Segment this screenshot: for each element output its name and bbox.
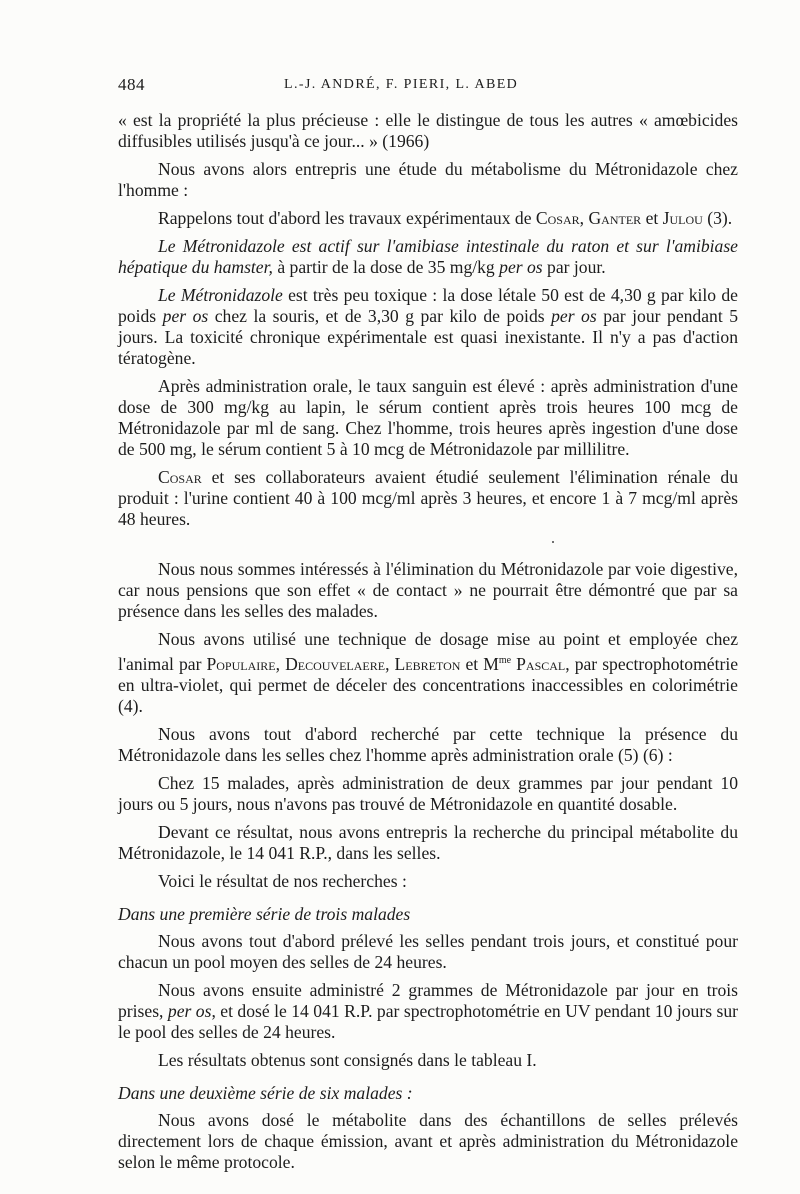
running-authors: L.-J. ANDRÉ, F. PIERI, L. ABED xyxy=(284,77,519,92)
author-name: Julou xyxy=(662,208,703,228)
paragraph: Voici le résultat de nos recherches : xyxy=(158,870,407,891)
author-name: Cosar xyxy=(158,467,202,487)
author-name: Cosar xyxy=(535,208,580,228)
section-heading: Dans une première série de trois malades xyxy=(118,903,411,924)
paragraph: Le Métronidazole est actif sur l'amibiase intestinale du raton et sur l'amibiase hépatique du hamster, à partir de la dose de 35 mg/kg per os par jour. xyxy=(118,236,738,277)
paragraph: Le Métronidazole est très peu toxique : la dose létale 50 est de 4,30 g par kilo de poids per os chez la souris, et de 3,30 g par kilo de poids per os par jour pendant 5 jours. La toxicité chronique expérimentale est quasi inexistante. Il n'y a pas d'action tératogène. xyxy=(118,285,739,368)
paragraph: Après administration orale, le taux sanguin est élevé : après administration d'une dose de 300 mg/kg au lapin, le sérum contient après trois heures 100 mcg de Métronidazole par ml de sang. Chez l'homme, trois heures après ingestion d'une dose de 500 mg, le sérum contient 5 à 10 mcg de Métronidazole par millilitre. xyxy=(118,376,738,459)
author-name: Ganter xyxy=(588,208,642,228)
article-body xyxy=(118,110,738,1180)
paragraph: Nous avons dosé le métabolite dans des échantillons de selles prélevés directement lors de chaque émission, avant et après administration du Métronidazole selon le même protocole. xyxy=(118,1109,738,1172)
paragraph: Nous nous sommes intéressés à l'élimination du Métronidazole par voie digestive, car nous pensions que son effet « de contact » ne pourrait être démontré que par sa présence dans les selles des malades. xyxy=(118,559,738,621)
author-name: Pascal xyxy=(516,653,566,674)
paragraph-quote: « est la propriété la plus précieuse : elle le distingue de tous les autres « amœbicides diffusibles utilisés jusqu'à ce jour... » (1966) xyxy=(118,110,738,151)
page-number: 484 xyxy=(118,75,145,94)
paragraph: Nous avons tout d'abord recherché par cette technique la présence du Métronidazole dans les selles chez l'homme après administration orale (5) (6) : xyxy=(118,723,738,765)
author-name: Decouvelaere xyxy=(285,653,386,674)
paragraph: Chez 15 malades, après administration de deux grammes par jour pendant 10 jours ou 5 jours, nous n'avons pas trouvé de Métronidazole en quantité dosable. xyxy=(118,772,738,814)
paragraph: Nous avons tout d'abord prélevé les selles pendant trois jours, et constitué pour chacun un pool moyen des selles de 24 heures. xyxy=(118,930,738,972)
paragraph: Devant ce résultat, nous avons entrepris la recherche du principal métabolite du Métronidazole, le 14 041 R.P., dans les selles. xyxy=(118,821,738,863)
author-name: Populaire xyxy=(206,653,276,674)
paragraph: Cosar et ses collaborateurs avaient étudié seulement l'élimination rénale du produit : l'urine contient 40 à 100 mcg/ml après 3 heures, et encore 1 à 7 mcg/ml après 48 heures. xyxy=(118,467,738,529)
paragraph: Nous avons ensuite administré 2 grammes de Métronidazole par jour en trois prises, per os, et dosé le 14 041 R.P. par spectrophotométrie en UV pendant 10 jours sur le pool des selles de 24 heures. xyxy=(118,979,738,1042)
paragraph: Les résultats obtenus sont consignés dans le tableau I. xyxy=(158,1049,537,1070)
paragraph: Nous avons alors entrepris une étude du métabolisme du Métronidazole chez l'homme : xyxy=(118,159,738,200)
author-name: Lebreton xyxy=(394,653,461,674)
section-heading: Dans une deuxième série de six malades : xyxy=(118,1082,413,1103)
paragraph: Rappelons tout d'abord les travaux expérimentaux de Cosar, Ganter et Julou (3). xyxy=(158,208,733,228)
paragraph: Nous avons utilisé une technique de dosage mise au point et employée chez l'animal par Populaire, Decouvelaere, Lebreton et $M^{me}$ Pascal, par spectrophotométrie en ultra-violet, qui permet de déceler des concentrations inaccessibles en colorimétrie (4). xyxy=(118,629,739,716)
print-speck xyxy=(552,541,554,543)
